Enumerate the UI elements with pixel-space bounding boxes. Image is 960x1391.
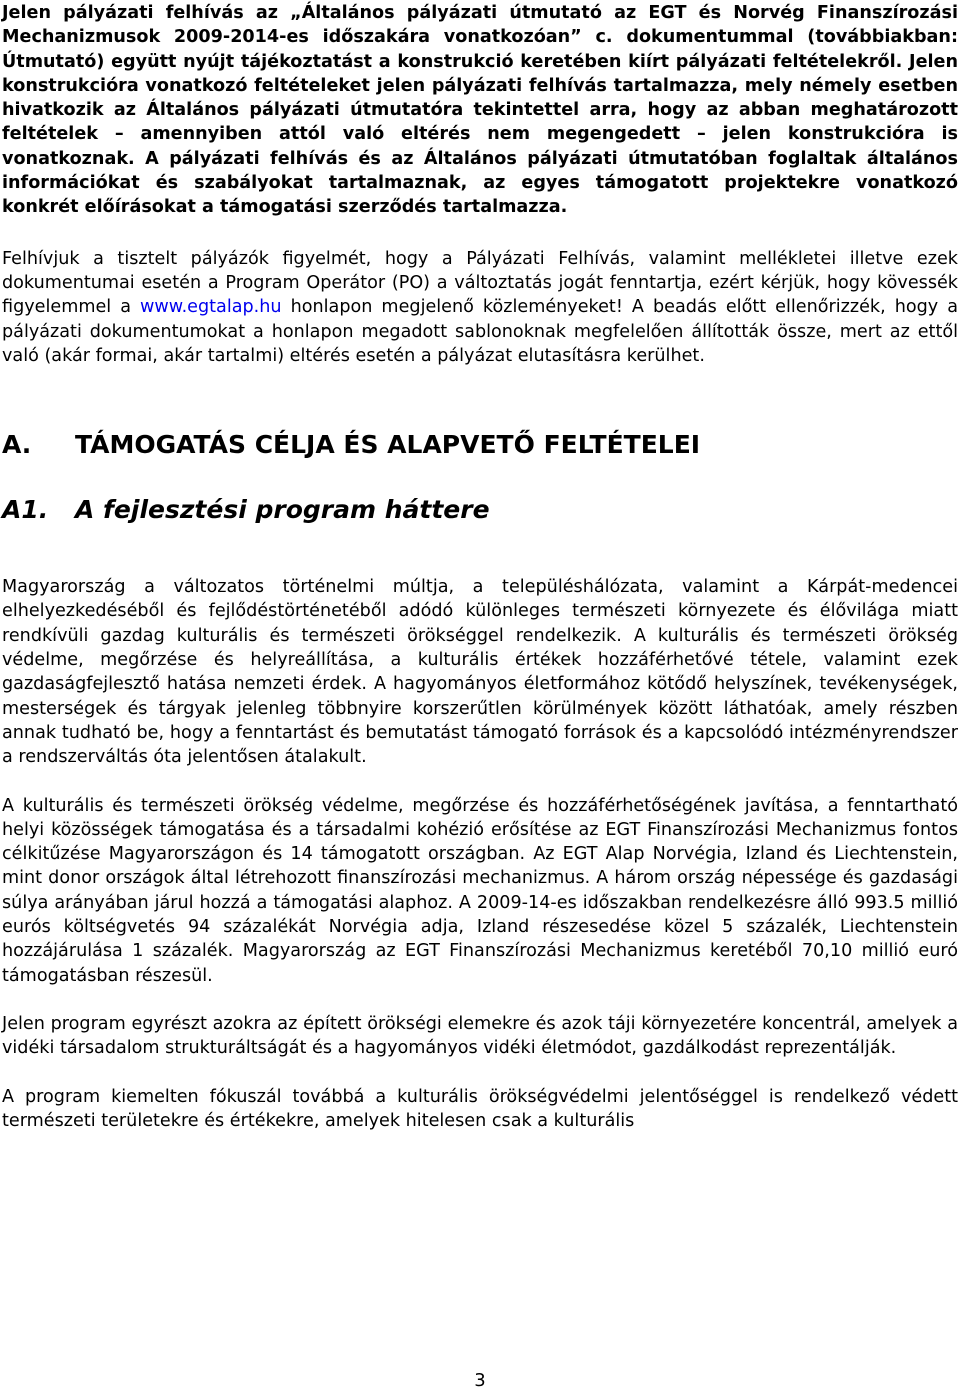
subsection-title: A fejlesztési program háttere (75, 495, 490, 525)
website-link[interactable]: www.egtalap.hu (140, 297, 282, 318)
intro-paragraph: Jelen pályázati felhívás az „Általános pályázati útmutató az EGT és Norvég Finanszírozási Mechanizmusok 2009-2014-es időszakára vonatkozóan” c. dokumentummal (továbbiakban: Útmutató) együtt nyújt tájékoztatást a konstrukció keretében kiírt pályázati feltételekről. Jelen konstrukcióra vonatkozó feltételeket jelen pályázati felhívás tartalmazza, mely némely esetben hivatkozik az Általános pályázati útmutatóra tekintettel arra, hogy az abban meghatározott feltételek – amennyiben attól való eltérés nem megengedett – jelen konstrukcióra is vonatkoznak. A pályázati felhívás és az Általános pályázati útmutatóban foglaltak általános információkat és szabályokat tartalmaznak, az egyes támogatott projektekre vonatkozó konkrét előírásokat a támogatási szerződés tartalmazza. (2, 3, 958, 218)
section-number: A. (2, 430, 32, 460)
subsection-number: A1. (2, 495, 49, 525)
document-page (2, 0, 958, 1133)
body-paragraph: A program kiemelten fókuszál továbbá a kulturális örökségvédelmi jelentőséggel is rendelkező védett természeti területekre és értékekre, amelyek hitelesen csak a kulturális (2, 1086, 958, 1131)
body-paragraph: Jelen program egyrészt azokra az épített örökségi elemekre és azok táji környezetére koncentrál, amelyek a vidéki társadalom strukturáltságát és a hagyományos vidéki életmódot, gazdálkodást reprezentálják. (2, 1013, 958, 1059)
notice-text-after-link: honlapon megjelenő közleményeket! A beadás előtt ellenőrizzék, hogy a pályázati dokumentumokat a honlapon megadott sablonoknak megfelelően állították össze, mert az ettől való (akár formai, akár tartalmi) eltérés esetén a pályázat elutasításra kerülhet. (2, 297, 959, 366)
notice-paragraph (2, 247, 958, 368)
page-number: 3 (474, 1370, 486, 1391)
body-paragraph: A kulturális és természeti örökség védelme, megőrzése és hozzáférhetőségének javítása, a fenntartható helyi közösségek támogatása és a társadalmi kohézió erősítése az EGT Finanszírozási Mechanizmus fontos célkitűzése Magyarországon és 14 támogatott országban. Az EGT Alap Norvégia, Izland és Liechtenstein, mint donor országok által létrehozott finanszírozási mechanizmus. A három ország népessége és gazdasági súlya arányában járul hozzá a támogatási alaphoz. A 2009-14-es időszakban rendelkezésre álló 993.5 millió eurós költségvetés 94 százalékát Norvégia adja, Izland részesedése közel 5 százalék, Liechtenstein hozzájárulása 1 százalék. Magyarország az EGT Finanszírozási Mechanizmus keretéből 70,10 millió euró támogatásban részesül. (2, 795, 958, 986)
subsection-heading (2, 495, 958, 525)
section-heading (2, 430, 958, 460)
body-paragraph: Magyarország a változatos történelmi múltja, a településhálózata, valamint a Kárpát-medencei elhelyezkedéséből és fejlődéstörténetéből adódó különleges természeti környezete és élővilága miatt rendkívüli gazdag kulturális és természeti örökséggel rendelkezik. A kulturális és természeti örökség védelme, megőrzése és helyreállítása, a kulturális értékek hozzáférhetővé tétele, valamint ezek gazdaságfejlesztő hatása nemzeti érdek. A hagyományos életformához kötődő helyszínek, tevékenységek, mesterségek és tárgyak jelenleg többnyire korszerűtlen körülmények között láthatóak, amely részben annak tudható be, hogy a fenntartást és bemutatást támogató források és a kapcsolódó intézményrendszer a rendszerváltás óta jelentősen átalakult. (2, 577, 958, 768)
section-title: TÁMOGATÁS CÉLJA ÉS ALAPVETŐ FELTÉTELEI (75, 430, 701, 460)
notice-text-before-link: Felhívjuk a tisztelt pályázók figyelmét, hogy a Pályázati Felhívás, valamint mellékletei illetve ezek dokumentumai esetén a Program Operátor (PO) a változtatás jogát fenntartja, ezért kérjük, hogy kövessék figyelemmel a (2, 248, 958, 318)
